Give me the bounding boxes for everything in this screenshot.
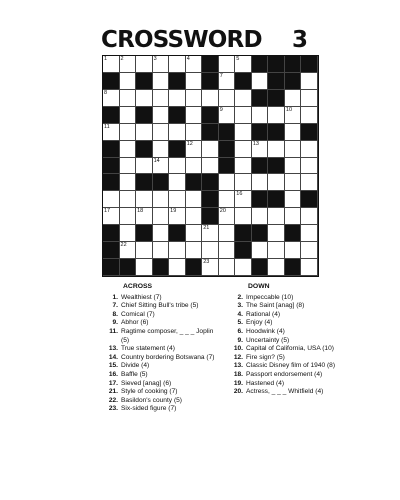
across-clue [104,345,219,354]
grid-cell[interactable] [202,90,219,107]
across-clue [104,405,219,414]
grid-block [202,107,219,124]
grid-block [252,124,269,141]
down-clue [229,371,344,380]
clue-text: Capital of California, USA (10) [246,345,334,353]
across-clue [104,302,219,311]
grid-cell[interactable] [169,124,186,141]
grid-block [252,56,269,73]
clue-number-label: 3 [153,56,157,62]
grid-cell[interactable] [252,107,269,124]
grid-block [103,259,120,276]
grid-cell[interactable] [268,242,285,259]
grid-cell[interactable] [136,124,153,141]
clue-number: 10. [233,345,243,353]
grid-cell[interactable] [219,56,236,73]
clue-number-label: 1 [104,56,108,62]
down-clue-list [229,294,344,397]
grid-cell[interactable] [219,174,236,191]
grid-block [268,191,285,208]
clue-number: 15. [108,362,118,370]
grid-cell[interactable] [219,242,236,259]
grid-cell[interactable] [169,158,186,175]
clue-text: Actress, _ _ _ Whitfield (4) [246,388,324,396]
down-heading: DOWN [248,283,270,290]
grid-cell[interactable] [103,191,120,208]
clue-number-label: 7 [219,72,223,79]
grid-cell[interactable] [136,158,153,175]
grid-block [202,73,219,90]
grid-cell[interactable] [301,174,318,191]
down-clue [229,294,344,303]
grid-cell[interactable] [219,208,236,225]
grid-cell[interactable] [285,107,302,124]
clue-text: Style of cooking (7) [121,388,178,396]
clue-number-label: 12 [186,140,193,147]
clue-number: 3. [237,302,243,310]
down-clue [229,388,344,397]
grid-cell[interactable] [285,208,302,225]
clue-number: 23. [108,405,118,413]
grid-cell[interactable] [120,56,137,73]
clue-text: Country bordering Botswana (7) [121,353,215,361]
clue-text: Ragtime composer, _ _ _ Joplin (5) [121,327,214,344]
grid-cell[interactable] [186,90,203,107]
grid-cell[interactable] [235,56,252,73]
grid-block [235,225,252,242]
clue-number: 2. [237,293,243,301]
grid-cell[interactable] [235,174,252,191]
grid-block [268,90,285,107]
down-clue [229,362,344,371]
clue-text: Hoodwink (4) [246,327,285,335]
grid-cell[interactable] [186,73,203,90]
grid-cell[interactable] [169,90,186,107]
grid-cell[interactable] [285,174,302,191]
down-clue [229,319,344,328]
crossword-grid [102,55,319,277]
grid-cell[interactable] [136,242,153,259]
grid-cell[interactable] [235,158,252,175]
clue-number: 13. [108,345,118,353]
grid-cell[interactable] [120,158,137,175]
grid-cell[interactable] [169,191,186,208]
clue-number-label: 17 [104,208,111,215]
clue-text: Impeccable (10) [246,293,294,301]
grid-cell[interactable] [136,90,153,107]
clue-number-label: 4 [186,56,190,62]
grid-cell[interactable] [268,225,285,242]
grid-cell[interactable] [235,141,252,158]
grid-cell[interactable] [252,73,269,90]
grid-cell[interactable] [268,107,285,124]
grid-cell[interactable] [120,225,137,242]
clue-number: 7. [112,302,118,310]
grid-cell[interactable] [186,158,203,175]
grid-cell[interactable] [153,56,170,73]
grid-cell[interactable] [153,208,170,225]
across-clue [104,397,219,406]
across-clue [104,388,219,397]
clue-number-label: 23 [203,259,210,266]
across-clue [104,371,219,380]
across-clue [104,354,219,363]
grid-cell[interactable] [219,259,236,276]
grid-block [103,107,120,124]
clue-number: 18. [233,370,243,378]
grid-block [219,124,236,141]
grid-cell[interactable] [120,90,137,107]
grid-block [268,158,285,175]
down-clue [229,311,344,320]
across-clue [104,362,219,371]
clue-number: 11. [109,327,118,335]
grid-cell[interactable] [153,225,170,242]
grid-block [219,158,236,175]
clue-text: Chief Sitting Bull's tribe (5) [121,302,199,310]
clue-number: 4. [237,310,243,318]
grid-cell[interactable] [120,107,137,124]
clue-text: Hastened (4) [246,379,285,387]
grid-cell[interactable] [153,141,170,158]
grid-cell[interactable] [252,141,269,158]
grid-block [252,191,269,208]
grid-block [136,225,153,242]
grid-cell[interactable] [202,158,219,175]
grid-block [153,174,170,191]
grid-block [219,141,236,158]
grid-block [301,191,318,208]
clue-text: Enjoy (4) [246,319,273,327]
clue-number: 22. [108,396,118,404]
grid-cell[interactable] [186,107,203,124]
grid-block [136,141,153,158]
grid-cell[interactable] [153,191,170,208]
grid-block [103,158,120,175]
grid-cell[interactable] [301,225,318,242]
puzzle-title: CROSSWORD [101,27,262,53]
grid-cell[interactable] [202,225,219,242]
clue-number: 6. [237,327,243,335]
grid-cell[interactable] [301,73,318,90]
grid-cell[interactable] [285,141,302,158]
clue-text: Comical (7) [121,310,155,318]
grid-cell[interactable] [153,90,170,107]
grid-block [136,73,153,90]
grid-cell[interactable] [120,208,137,225]
grid-block [285,225,302,242]
clue-number-label: 16 [236,191,243,198]
grid-cell[interactable] [136,56,153,73]
grid-block [103,242,120,259]
grid-cell[interactable] [285,158,302,175]
grid-cell[interactable] [301,242,318,259]
grid-cell[interactable] [120,124,137,141]
across-column [104,283,219,414]
grid-cell[interactable] [235,191,252,208]
grid-cell[interactable] [169,174,186,191]
grid-cell[interactable] [120,191,137,208]
across-heading: ACROSS [123,283,153,290]
clue-number: 14. [108,353,118,361]
down-clue [229,345,344,354]
grid-cell[interactable] [219,225,236,242]
grid-block [301,124,318,141]
across-clue [104,319,219,328]
grid-block [252,158,269,175]
grid-block [169,73,186,90]
grid-cell[interactable] [186,225,203,242]
clue-number-label: 8 [104,89,108,96]
grid-block [153,259,170,276]
grid-block [186,259,203,276]
grid-block [252,259,269,276]
clue-text: Fire sign? (5) [246,353,285,361]
grid-cell[interactable] [186,124,203,141]
clue-number: 12. [233,353,243,361]
clue-number: 8. [112,310,118,318]
grid-block [202,208,219,225]
grid-cell[interactable] [202,259,219,276]
grid-cell[interactable] [136,208,153,225]
across-clue [104,311,219,320]
grid-cell[interactable] [153,124,170,141]
grid-cell[interactable] [219,73,236,90]
grid-cell[interactable] [285,124,302,141]
grid-cell[interactable] [103,124,120,141]
clue-text: The Saint [anag] (8) [246,302,305,310]
grid-block [202,174,219,191]
grid-block [285,56,302,73]
down-clue [229,302,344,311]
grid-block [268,56,285,73]
down-clue [229,337,344,346]
clue-number-label: 20 [219,208,226,215]
clue-text: Uncertainty (5) [246,336,290,344]
grid-cell[interactable] [120,141,137,158]
grid-block [285,73,302,90]
clue-text: Classic Disney film of 1940 (8) [246,362,336,370]
grid-block [136,174,153,191]
grid-cell[interactable] [136,191,153,208]
grid-cell[interactable] [219,191,236,208]
grid-cell[interactable] [301,208,318,225]
clue-number-label: 13 [252,140,259,147]
clue-number: 20. [233,388,243,396]
clue-number-label: 22 [120,242,127,249]
grid-cell[interactable] [202,242,219,259]
grid-cell[interactable] [153,158,170,175]
grid-block [252,225,269,242]
clue-number-label: 5 [236,56,240,62]
clue-text: Sieved [anag] (6) [121,379,172,387]
grid-cell[interactable] [186,242,203,259]
clue-number: 13. [233,362,243,370]
grid-cell[interactable] [202,141,219,158]
grid-block [169,225,186,242]
grid-cell[interactable] [120,242,137,259]
grid-cell[interactable] [103,90,120,107]
clue-text: Passport endorsement (4) [246,370,323,378]
grid-block [103,225,120,242]
grid-cell[interactable] [169,208,186,225]
clue-number-label: 9 [219,106,223,113]
grid-cell[interactable] [252,242,269,259]
grid-cell[interactable] [219,90,236,107]
grid-cell[interactable] [285,90,302,107]
grid-cell[interactable] [120,174,137,191]
grid-cell[interactable] [252,174,269,191]
grid-cell[interactable] [301,158,318,175]
grid-cell[interactable] [186,191,203,208]
grid-block [202,56,219,73]
grid-block [268,73,285,90]
grid-cell[interactable] [186,56,203,73]
clue-text: Rational (4) [246,310,281,318]
grid-cell[interactable] [235,124,252,141]
grid-block [103,174,120,191]
grid-cell[interactable] [252,208,269,225]
clue-number: 19. [233,379,243,387]
across-clue [104,328,219,345]
down-column [229,283,344,414]
grid-block [252,90,269,107]
puzzle-number: 3 [292,27,309,53]
clue-text: Abhor (6) [121,319,149,327]
grid-cell[interactable] [169,242,186,259]
clue-number-label: 14 [153,157,160,164]
grid-block [235,242,252,259]
grid-block [202,124,219,141]
clue-text: Baffle (5) [121,370,148,378]
grid-cell[interactable] [235,90,252,107]
grid-cell[interactable] [235,208,252,225]
down-clue [229,354,344,363]
grid-cell[interactable] [301,107,318,124]
grid-block [268,124,285,141]
grid-cell[interactable] [120,73,137,90]
grid-cell[interactable] [186,141,203,158]
clue-number: 5. [237,319,243,327]
clue-number: 1. [112,293,118,301]
grid-cell[interactable] [153,242,170,259]
clue-text: Wealthiest (7) [121,293,162,301]
clue-text: Divide (4) [121,362,150,370]
grid-cell[interactable] [268,259,285,276]
grid-block [169,141,186,158]
across-clue-list [104,294,219,414]
down-clue [229,328,344,337]
clue-number-label: 10 [285,106,293,113]
grid-cell[interactable] [169,259,186,276]
grid-cell[interactable] [285,242,302,259]
grid-block [103,141,120,158]
clue-number: 21. [108,388,118,396]
grid-cell[interactable] [235,107,252,124]
clue-number-label: 19 [170,208,177,215]
grid-block [235,73,252,90]
grid-cell[interactable] [268,174,285,191]
grid-cell[interactable] [153,107,170,124]
grid-cell[interactable] [268,141,285,158]
grid-block [103,73,120,90]
grid-cell[interactable] [169,56,186,73]
clue-number: 16. [108,370,118,378]
grid-block [136,107,153,124]
clue-number-label: 2 [120,56,124,62]
clue-text: True statement (4) [121,345,175,353]
grid-cell[interactable] [301,141,318,158]
clue-number: 9. [237,336,243,344]
grid-cell[interactable] [103,208,120,225]
grid-block [169,107,186,124]
grid-block [186,174,203,191]
clue-text: Six-sided figure (7) [121,405,177,413]
clue-number-label: 18 [137,208,144,215]
grid-cell[interactable] [268,208,285,225]
down-clue [229,380,344,389]
grid-cell[interactable] [186,208,203,225]
clue-lists [104,283,344,414]
grid-cell[interactable] [219,107,236,124]
grid-cell[interactable] [136,259,153,276]
grid-cell[interactable] [153,73,170,90]
grid-cell[interactable] [285,191,302,208]
clue-number-label: 11 [104,123,110,130]
across-clue [104,380,219,389]
grid-block [301,56,318,73]
grid-cell[interactable] [301,90,318,107]
grid-block [120,259,137,276]
clue-number-label: 21 [203,225,210,232]
across-clue [104,294,219,303]
clue-number: 9. [112,319,118,327]
grid-cell[interactable] [103,56,120,73]
grid-cell[interactable] [235,259,252,276]
grid-block [202,191,219,208]
clue-number: 17. [108,379,118,387]
grid-block [285,259,302,276]
clue-text: Basildon's county (5) [121,396,182,404]
grid-cell[interactable] [301,259,318,276]
